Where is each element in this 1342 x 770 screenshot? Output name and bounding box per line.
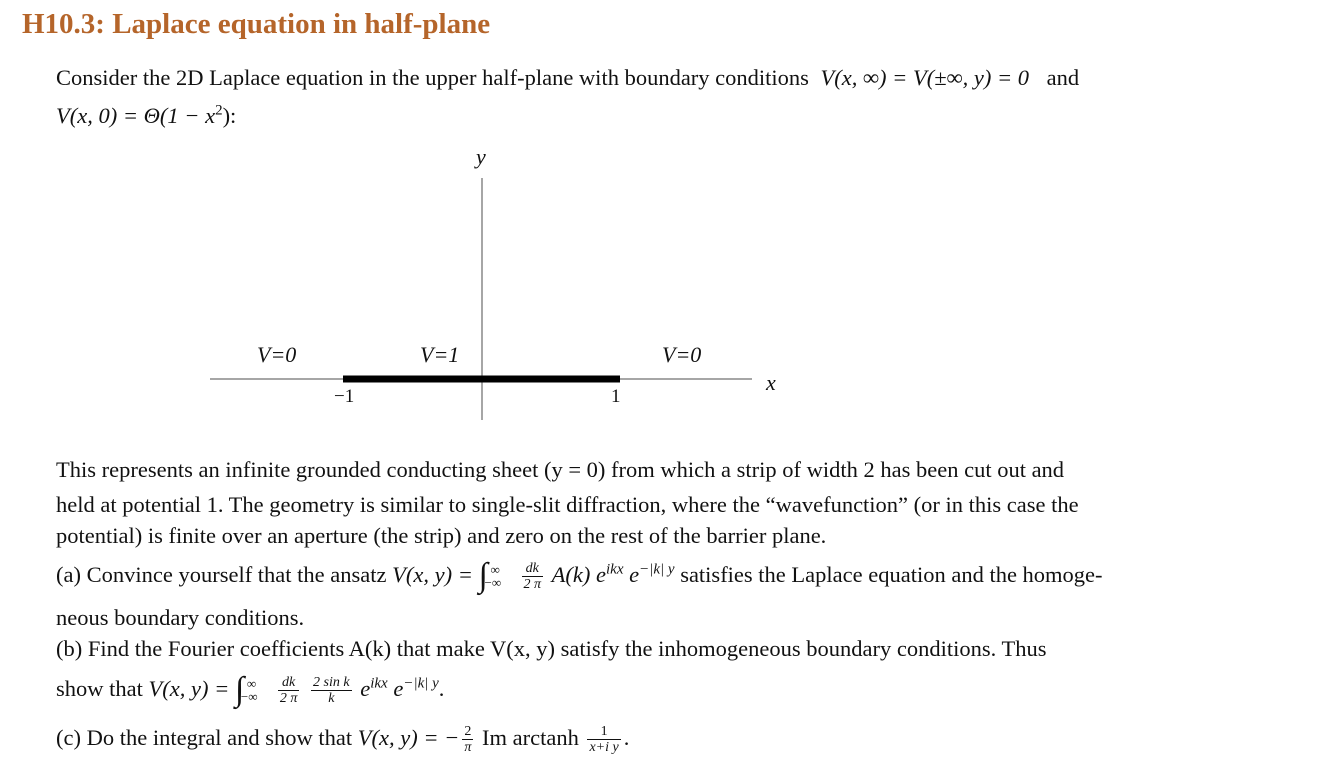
y-axis-label: y xyxy=(476,144,486,169)
intro-text: Consider the 2D Laplace equation in the upper half-plane with boundary conditions xyxy=(56,65,809,90)
boundary-condition-2-close: ): xyxy=(222,103,237,128)
middle-region-label: V=1 xyxy=(420,342,460,367)
boundary-condition-1: V(x, ∞) = V(±∞, y) = 0 xyxy=(820,65,1030,90)
part-a-integral xyxy=(478,557,519,595)
part-a-exp2: $e^{-|k| y}$ xyxy=(629,561,675,587)
part-c-period: . xyxy=(623,725,630,750)
part-a-coefficient: A(k) xyxy=(551,562,591,587)
part-b-integral xyxy=(234,671,275,709)
tick-label-minus-one: −1 xyxy=(334,386,355,407)
integral-sign: ∫ xyxy=(478,557,488,595)
intro-and: and xyxy=(1046,65,1080,90)
part-b-line-2 xyxy=(56,671,445,709)
part-b-line-1: (b) Find the Fourier coefficients A(k) that make V(x, y) satisfy the inhomogeneous boundary conditions. Thus xyxy=(56,636,1047,661)
part-a-line-2: neous boundary conditions. xyxy=(56,605,305,630)
problem-title: H10.3: Laplace equation in half-plane xyxy=(22,8,491,40)
integral-upper-limit: ∞ xyxy=(246,676,257,692)
part-a-dk-fraction: $\frac{dk}{2 \pi}$ xyxy=(523,561,542,593)
part-a-lhs: V(x, y) = xyxy=(392,562,473,587)
boundary-condition-2-exponent: 2 xyxy=(215,102,223,119)
part-b-lhs: V(x, y) = xyxy=(148,676,230,701)
integral-lower-limit: −∞ xyxy=(484,575,502,591)
part-c-im-arctanh: Im arctanh xyxy=(482,725,579,750)
part-c-prefix: (c) Do the integral and show that xyxy=(56,725,353,750)
part-c-lhs: V(x, y) = − xyxy=(357,725,460,750)
part-b-dk-fraction: $\frac{dk}{2 \pi}$ xyxy=(279,675,298,707)
integral-sign: ∫ xyxy=(234,671,245,709)
part-b-exp1: $e^{ikx}$ xyxy=(360,675,388,701)
part-a-suffix: satisfies the Laplace equation and the homoge- xyxy=(680,562,1103,587)
part-a-exp1: $e^{ikx}$ xyxy=(596,561,624,587)
part-a-line-1 xyxy=(56,557,1103,595)
left-region-label: V=0 xyxy=(257,342,297,367)
part-a-prefix: (a) Convince yourself that the ansatz xyxy=(56,562,387,587)
boundary-condition-2: V(x, 0) = Θ(1 − x xyxy=(56,103,216,128)
part-c-two-over-pi: $\frac{2}{\pi}$ xyxy=(464,724,472,756)
part-b-sinc-fraction: $\frac{\text{2 sin k}}{k}$ xyxy=(313,675,350,707)
tick-label-one: 1 xyxy=(611,386,621,407)
body-line-1: This represents an infinite grounded conducting sheet (y = 0) from which a strip of width 2 has been cut out and xyxy=(56,457,1065,482)
integral-upper-limit: ∞ xyxy=(490,562,500,578)
body-line-3: potential) is finite over an aperture (the strip) and zero on the rest of the barrier plane. xyxy=(56,523,827,548)
part-b-exp2: $e^{-|k| y}$ xyxy=(393,675,439,701)
part-c-line xyxy=(56,722,629,755)
body-line-2: held at potential 1. The geometry is similar to single-slit diffraction, where the “wavefunction” (or in this case the xyxy=(56,492,1079,517)
part-c-arg-fraction: $\frac{1}{\text{x+i y}}$ xyxy=(589,724,619,756)
integral-lower-limit: −∞ xyxy=(240,689,258,705)
part-b-period: . xyxy=(438,676,445,701)
part-b-prefix: show that xyxy=(56,676,143,701)
x-axis-label: x xyxy=(766,370,776,395)
right-region-label: V=0 xyxy=(662,342,702,367)
